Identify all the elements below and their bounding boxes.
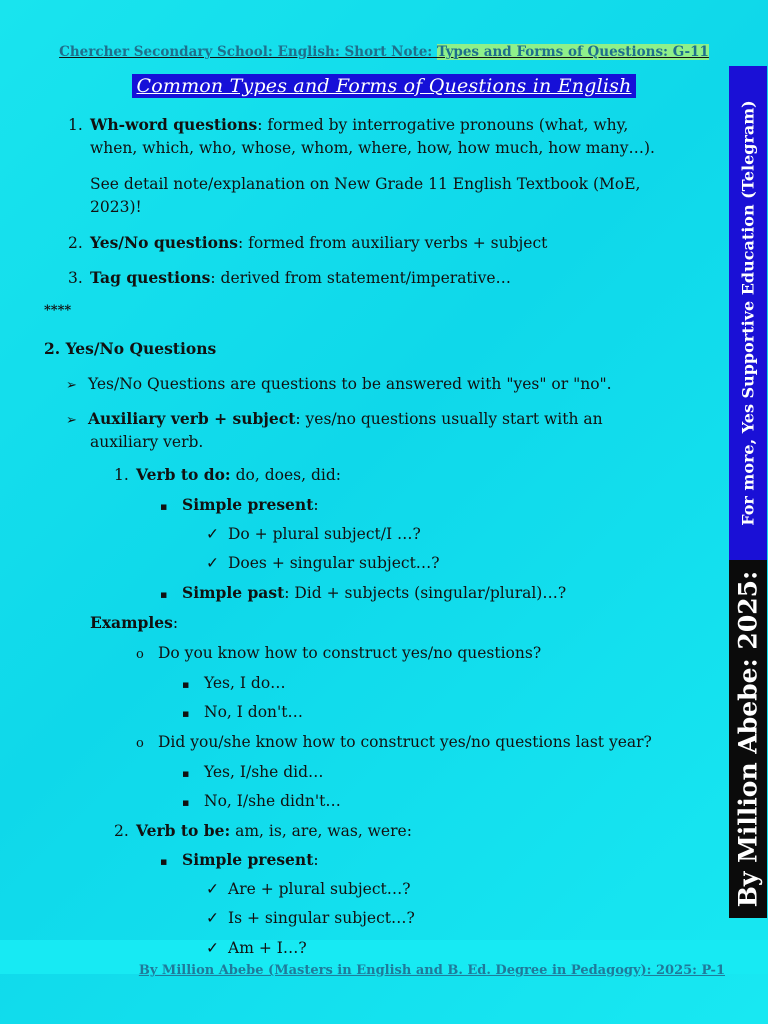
banner-top	[729, 66, 767, 560]
page-title-text: Common Types and Forms of Questions in English	[132, 74, 635, 98]
example-answer: ▪ Yes, I/she did…	[182, 761, 324, 785]
square-bullet-icon: ▪	[182, 767, 190, 780]
arrow-icon: ➢	[66, 378, 77, 393]
banner-author-text: By Million Abebe: 2025:	[733, 570, 763, 908]
check-icon: ✓	[206, 880, 219, 898]
arrow-bullet-continuation: auxiliary verb.	[90, 433, 204, 451]
textbook-note-continuation: 2023)!	[90, 198, 142, 216]
banner-telegram-text: For more, Yes Supportive Education (Telegram)	[738, 100, 758, 526]
check-icon: ✓	[206, 939, 219, 957]
separator: ****	[44, 303, 72, 318]
list-item: 3. Tag questions: derived from statement/imperative…	[68, 268, 512, 287]
arrow-bullet: ➢ Auxiliary verb + subject: yes/no questions usually start with an	[66, 408, 603, 432]
square-bullet-icon: ▪	[182, 796, 190, 809]
check-item: ✓ Am + I…?	[206, 939, 307, 957]
square-bullet: ▪ Simple present:	[160, 494, 319, 518]
example-question: o Do you know how to construct yes/no questions?	[136, 642, 541, 666]
list-item-continuation: when, which, who, whose, whom, where, how, how much, how many…).	[90, 139, 655, 157]
textbook-note: See detail note/explanation on New Grade 11 English Textbook (MoE,	[90, 175, 641, 193]
square-bullet-icon: ▪	[160, 588, 168, 601]
page-footer: By Million Abebe (Masters in English and B. Ed. Degree in Pedagogy): 2025: P-1	[138, 963, 725, 978]
check-item: ✓ Is + singular subject…?	[206, 909, 415, 927]
verb-to-be-item: 2. Verb to be: am, is, are, was, were:	[114, 821, 412, 840]
arrow-icon: ➢	[66, 413, 77, 428]
header-topic: Types and Forms of Questions: G-11	[437, 44, 709, 60]
page-header	[0, 44, 768, 60]
check-item: ✓ Does + singular subject…?	[206, 554, 440, 572]
examples-label: Examples:	[90, 613, 179, 632]
vertical-banner	[729, 66, 767, 918]
check-icon: ✓	[206, 525, 219, 543]
example-answer: ▪ No, I/she didn't…	[182, 790, 341, 814]
arrow-bullet: ➢ Yes/No Questions are questions to be answered with "yes" or "no".	[66, 373, 612, 397]
list-item: 2. Yes/No questions: formed from auxiliary verbs + subject	[68, 233, 548, 252]
check-item: ✓ Are + plural subject…?	[206, 880, 411, 898]
square-bullet-icon: ▪	[160, 855, 168, 868]
section-heading: 2. Yes/No Questions	[44, 339, 217, 358]
circle-bullet-icon: o	[136, 647, 144, 662]
check-icon: ✓	[206, 554, 219, 572]
example-question: o Did you/she know how to construct yes/no questions last year?	[136, 731, 652, 755]
verb-to-do-item: 1. Verb to do: do, does, did:	[114, 465, 341, 484]
check-item: ✓ Do + plural subject/I …?	[206, 525, 421, 543]
square-bullet: ▪ Simple present:	[160, 849, 319, 873]
list-item: 1. Wh-word questions: formed by interrogative pronouns (what, why,	[68, 115, 629, 134]
square-bullet-icon: ▪	[182, 678, 190, 691]
square-bullet-icon: ▪	[182, 707, 190, 720]
square-bullet: ▪ Simple past: Did + subjects (singular/plural)…?	[160, 582, 566, 606]
header-school: Chercher Secondary School: English: Short Note:	[59, 44, 437, 60]
page-title	[0, 74, 768, 98]
banner-bottom	[729, 560, 767, 918]
example-answer: ▪ No, I don't…	[182, 701, 303, 725]
square-bullet-icon: ▪	[160, 500, 168, 513]
example-answer: ▪ Yes, I do…	[182, 672, 286, 696]
circle-bullet-icon: o	[136, 736, 144, 751]
check-icon: ✓	[206, 909, 219, 927]
